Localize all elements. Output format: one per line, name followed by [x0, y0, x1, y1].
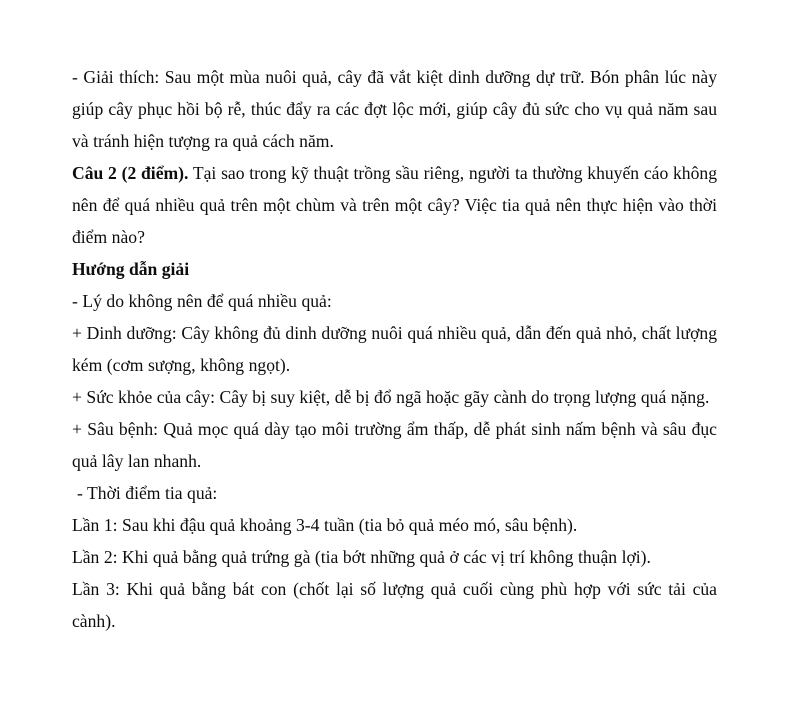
solution-heading: Hướng dẫn giải: [72, 259, 190, 279]
paragraph-timing-3: Lần 3: Khi quả bằng bát con (chốt lại số lượng quả cuối cùng phù hợp với sức tải của cành).: [72, 579, 717, 631]
paragraph-timing-2: Lần 2: Khi quả bằng quả trứng gà (tia bớt những quả ở các vị trí không thuận lợi).: [72, 547, 651, 567]
paragraph-reason-intro: - Lý do không nên để quá nhiều quả:: [72, 291, 332, 311]
paragraph-timing-1: Lần 1: Sau khi đậu quả khoảng 3-4 tuần (tia bỏ quả méo mó, sâu bệnh).: [72, 515, 578, 535]
paragraph-question-2: [72, 157, 717, 253]
paragraph-reason-nutrition: + Dinh dưỡng: Cây không đủ dinh dưỡng nuôi quá nhiều quả, dẫn đến quả nhỏ, chất lượng kém (cơm sượng, không ngọt).: [72, 323, 717, 375]
document-body: [72, 61, 717, 637]
paragraph-explanation: - Giải thích: Sau một mùa nuôi quả, cây đã vắt kiệt dinh dưỡng dự trữ. Bón phân lúc này giúp cây phục hồi bộ rễ, thúc đẩy ra các đợt lộc mới, giúp cây đủ sức cho vụ quả năm sau và tránh hiện tượng ra quả cách năm.: [72, 67, 717, 151]
paragraph-reason-pests: + Sâu bệnh: Quả mọc quá dày tạo môi trường ẩm thấp, dễ phát sinh nấm bệnh và sâu đục quả lây lan nhanh.: [72, 419, 717, 471]
paragraph-timing-intro: - Thời điểm tia quả:: [77, 483, 218, 503]
question-2-label: Câu 2 (2 điểm).: [72, 163, 189, 183]
paragraph-reason-tree-health: + Sức khỏe của cây: Cây bị suy kiệt, dễ bị đổ ngã hoặc gãy cành do trọng lượng quá nặng.: [72, 387, 710, 407]
question-2-text: Tại sao trong kỹ thuật trồng sầu riêng, người ta thường khuyến cáo không nên để quá nhiều quả trên một chùm và trên một cây? Việc tia quả nên thực hiện vào thời điểm nào?: [72, 163, 717, 247]
